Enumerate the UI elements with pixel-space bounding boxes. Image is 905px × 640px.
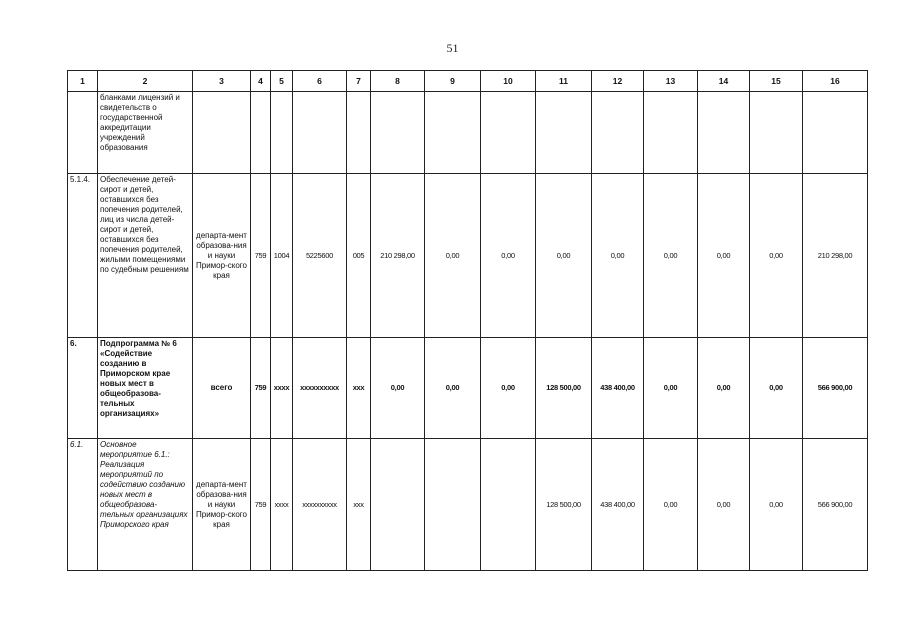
row-cell: 210 298,00: [371, 174, 425, 338]
row-cell: 438 400,00: [592, 439, 644, 571]
header-cell: 10: [481, 71, 536, 92]
row-cell: 566 900,00: [803, 338, 868, 439]
row-executor: [193, 92, 251, 174]
header-cell: 13: [644, 71, 698, 92]
page-number: 51: [446, 41, 459, 55]
row-cell: 128 500,00: [536, 439, 592, 571]
row-cell: [481, 92, 536, 174]
row-cell: 1004: [271, 174, 293, 338]
row-cell: [481, 439, 536, 571]
row-executor: департа-мент образова-ния и науки Примор-ского края: [193, 439, 251, 571]
row-cell: xxx: [347, 439, 371, 571]
header-cell: 5: [271, 71, 293, 92]
budget-table: [67, 70, 868, 571]
row-cell: 128 500,00: [536, 338, 592, 439]
row-cell: [425, 439, 481, 571]
row-id: 6.1.: [68, 439, 98, 571]
row-cell: 0,00: [750, 174, 803, 338]
row-cell: [536, 92, 592, 174]
row-cell: 0,00: [481, 338, 536, 439]
header-cell: 8: [371, 71, 425, 92]
row-cell: [347, 92, 371, 174]
header-cell: 1: [68, 71, 98, 92]
row-cell: 0,00: [698, 439, 750, 571]
row-cell: xxxxxxxxxx: [293, 338, 347, 439]
header-cell: 6: [293, 71, 347, 92]
row-cell: 005: [347, 174, 371, 338]
row-cell: 0,00: [644, 338, 698, 439]
row-cell: [644, 92, 698, 174]
row-cell: xxxx: [271, 439, 293, 571]
row-cell: [371, 92, 425, 174]
row-cell: xxxxxxxxxx: [293, 439, 347, 571]
row-cell: [750, 92, 803, 174]
row-cell: [293, 92, 347, 174]
header-cell: 15: [750, 71, 803, 92]
row-cell: [251, 92, 271, 174]
header-cell: 14: [698, 71, 750, 92]
row-cell: 0,00: [698, 338, 750, 439]
header-cell: 12: [592, 71, 644, 92]
row-id: 5.1.4.: [68, 174, 98, 338]
header-cell: 9: [425, 71, 481, 92]
row-cell: 0,00: [750, 439, 803, 571]
row-cell: 0,00: [425, 174, 481, 338]
table-row: [68, 338, 868, 439]
row-cell: xxx: [347, 338, 371, 439]
header-cell: 16: [803, 71, 868, 92]
row-name: бланками лицензий и свидетельств о государственной аккредитации учреждений образования: [98, 92, 193, 174]
row-cell: 0,00: [644, 439, 698, 571]
row-cell: 759: [251, 174, 271, 338]
row-name: Обеспечение детей-сирот и детей, оставшихся без попечения родителей, лиц из числа детей-сирот и детей, оставшихся без попечения родителей, жилыми помещениями по судебным решениям: [98, 174, 193, 338]
row-cell: 0,00: [425, 338, 481, 439]
row-cell: [271, 92, 293, 174]
row-cell: 566 900,00: [803, 439, 868, 571]
table-row: [68, 439, 868, 571]
row-cell: [698, 92, 750, 174]
row-cell: 0,00: [750, 338, 803, 439]
row-cell: [803, 92, 868, 174]
header-cell: 4: [251, 71, 271, 92]
table-row: [68, 174, 868, 338]
row-cell: 0,00: [644, 174, 698, 338]
row-cell: 210 298,00: [803, 174, 868, 338]
row-cell: 0,00: [536, 174, 592, 338]
row-cell: 759: [251, 338, 271, 439]
row-cell: [371, 439, 425, 571]
row-name: Основное мероприятие 6.1.: Реализация мероприятий по содействию созданию новых мест в общеобразова-тельных организациях Приморского края: [98, 439, 193, 571]
row-cell: [592, 92, 644, 174]
row-id: 6.: [68, 338, 98, 439]
row-cell: 759: [251, 439, 271, 571]
table-row: [68, 92, 868, 174]
row-cell: 438 400,00: [592, 338, 644, 439]
row-cell: 0,00: [371, 338, 425, 439]
row-cell: 0,00: [481, 174, 536, 338]
row-id: [68, 92, 98, 174]
row-cell: 0,00: [698, 174, 750, 338]
row-cell: xxxx: [271, 338, 293, 439]
header-cell: 11: [536, 71, 592, 92]
row-executor: департа-мент образова-ния и науки Примор-ского края: [193, 174, 251, 338]
row-cell: 0,00: [592, 174, 644, 338]
row-executor: всего: [193, 338, 251, 439]
header-cell: 7: [347, 71, 371, 92]
row-cell: 5225600: [293, 174, 347, 338]
header-cell: 3: [193, 71, 251, 92]
row-name: Подпрограмма № 6 «Содействие созданию в Приморском крае новых мест в общеобразова-тельных организациях»: [98, 338, 193, 439]
row-cell: [425, 92, 481, 174]
header-row: [68, 71, 868, 92]
header-cell: 2: [98, 71, 193, 92]
